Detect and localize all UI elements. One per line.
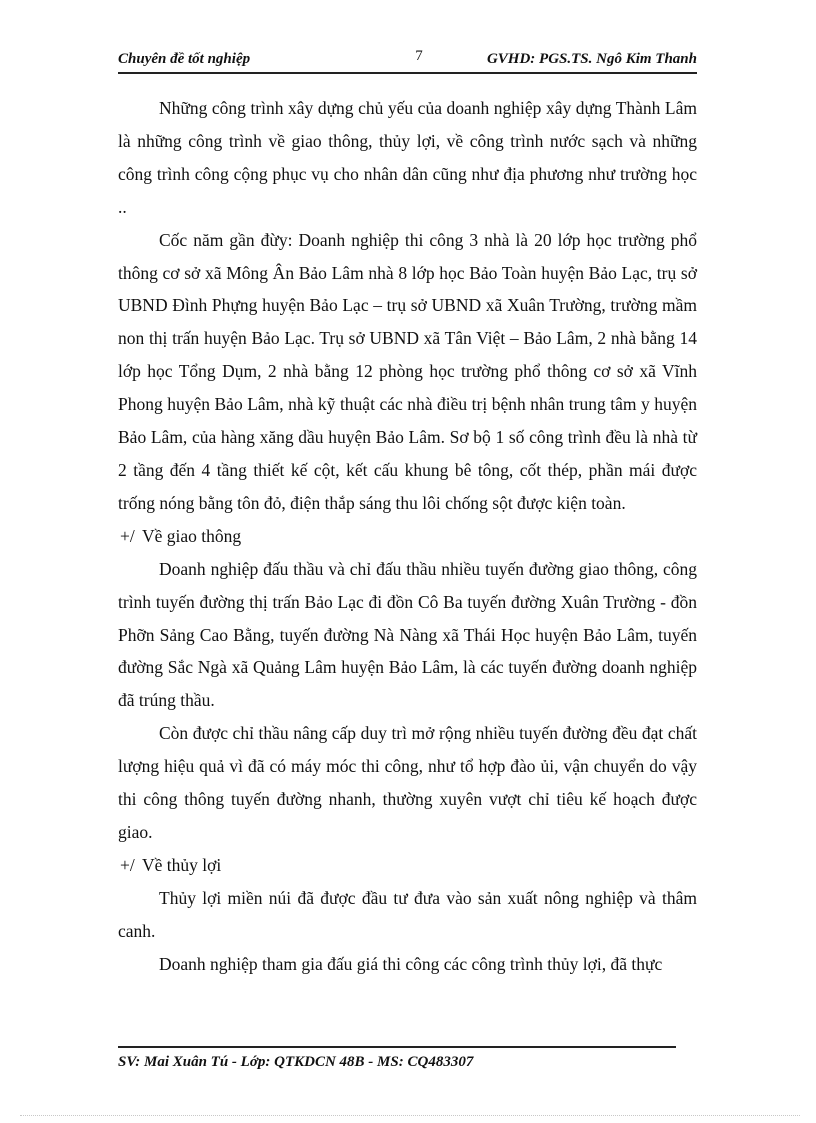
section-heading-text: Về giao thông [142, 525, 242, 546]
header-document-type: Chuyên đề tốt nghiệp [118, 51, 251, 67]
paragraph-main-works: Những công trình xây dựng chủ yếu của doanh nghiệp xây dựng Thành Lâm là những công trình về giao thông, thủy lợi, về công trình nước sạch và những công trình công cộng phục vụ cho nhân dân cũng như địa phương như trường học .. [118, 98, 697, 217]
page-number: 7 [415, 48, 423, 64]
paragraph-transport-upgrades: Còn được chỉ thầu nâng cấp duy trì mở rộng nhiều tuyến đường đều đạt chất lượng hiệu quả vì đã có máy móc thi công, như tổ hợp đào ủi, vận chuyển do vậy thi công thông tuyến đường nhanh, thường xuyên vượt chỉ tiêu kế hoạch được giao. [118, 723, 697, 842]
bullet-marker: +/ [120, 525, 135, 546]
section-heading-transport [118, 520, 697, 553]
paragraph-recent-projects: Cốc năm gần đừy: Doanh nghiệp thi công 3 nhà là 20 lớp học trường phổ thông cơ sở xã Mông Ân Bảo Lâm nhà 8 lớp học Bảo Toàn huyện Bảo Lạc, trụ sở UBND Đình Phựng huyện Bảo Lạc – trụ sở UBND xã Xuân Trường, trường mầm non thị trấn huyện Bảo Lạc. Trụ sở UBND xã Tân Việt – Bảo Lâm, 2 nhà bằng 14 lớp học Tổng Dụm, 2 nhà bằng 12 phòng học trường phổ thông cơ sở xã Vĩnh Phong huyện Bảo Lâm, nhà kỹ thuật các nhà điều trị bệnh nhân trung tâm y huyện Bảo Lâm, của hàng xăng dầu huyện Bảo Lâm. Sơ bộ 1 số công trình đều là nhà từ 2 tầng đến 4 tầng thiết kế cột, kết cấu khung bê tông, cốt thép, phần mái được trống nóng bằng tôn đỏ, điện thắp sáng thu lôi chống sột được kiện toàn. [118, 229, 697, 513]
paragraph-irrigation-bids: Doanh nghiệp tham gia đấu giá thi công các công trình thủy lợi, đã thực [159, 953, 663, 974]
bullet-marker: +/ [120, 854, 135, 875]
page-bottom-dotted-edge [20, 1115, 800, 1116]
footer-divider [118, 1046, 676, 1048]
page-body [118, 92, 697, 980]
paragraph-transport-bids: Doanh nghiệp đấu thầu và chỉ đấu thầu nhiều tuyến đường giao thông, công trình tuyến đường thị trấn Bảo Lạc đi đồn Cô Ba tuyến đường Xuân Trường - đồn Phỡn Sảng Cao Bằng, tuyến đường Nà Nàng xã Thái Học huyện Bảo Lâm, tuyến đường Sắc Ngà xã Quảng Lâm huyện Bảo Lâm, là các tuyến đường doanh nghiệp đã trúng thầu. [118, 558, 697, 711]
paragraph-irrigation-investment: Thủy lợi miền núi đã được đầu tư đưa vào sản xuất nông nghiệp và thâm canh. [118, 887, 697, 941]
section-heading-text: Về thủy lợi [142, 854, 222, 875]
page-footer: SV: Mai Xuân Tú - Lớp: QTKDCN 48B - MS: CQ483307 [118, 1054, 474, 1070]
header-advisor: GVHD: PGS.TS. Ngô Kim Thanh [486, 51, 697, 67]
page-header [118, 48, 697, 74]
section-heading-irrigation [118, 849, 697, 882]
